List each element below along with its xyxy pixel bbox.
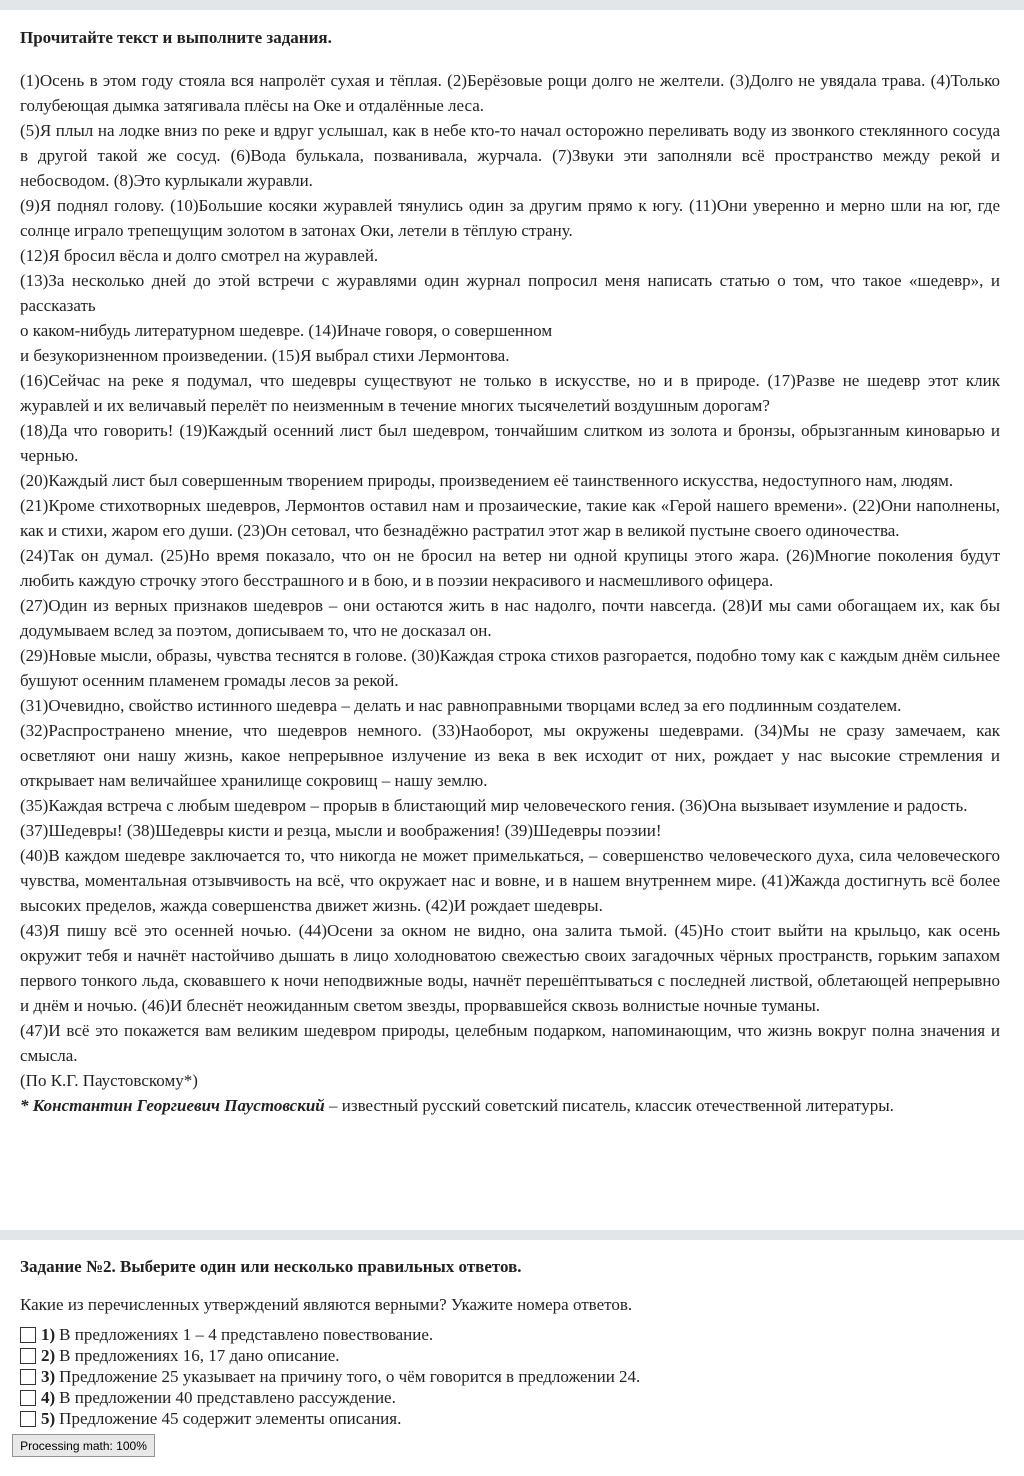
option-checkbox[interactable] bbox=[20, 1369, 36, 1385]
text-paragraph: (21)Кроме стихотворных шедевров, Лермонтов оставил нам и прозаические, такие как «Герой нашего времени». (22)Они наполнены, как и стихи, жаром его души. (23)Он сетовал, что безнадёжно растратил этот жар в великой пустыне своего одиночества. bbox=[20, 496, 1000, 540]
option-text: Предложение 25 указывает на причину того, о чём говорится в предложении 24. bbox=[59, 1367, 641, 1386]
text-paragraph: (29)Новые мысли, образы, чувства теснятся в голове. (30)Каждая строка стихов разгорается, подобно тому как с каждым днём сильнее бушуют осенним пламенем громады лесов за рекой. bbox=[20, 646, 1000, 690]
reading-text bbox=[20, 68, 1000, 1118]
text-paragraph: (12)Я бросил вёсла и долго смотрел на журавлей. bbox=[20, 246, 379, 265]
text-paragraph: (47)И всё это покажется вам великим шедевром природы, целебным подарком, напоминающим, что жизнь вокруг полна значения и смысла. bbox=[20, 1021, 1000, 1065]
section-title: Прочитайте текст и выполните задания. bbox=[20, 28, 332, 47]
option-number: 3) bbox=[41, 1367, 56, 1386]
top-divider bbox=[0, 0, 1024, 10]
option-checkbox[interactable] bbox=[20, 1327, 36, 1343]
answer-option[interactable] bbox=[20, 1345, 1000, 1366]
text-paragraph: (16)Сейчас на реке я подумал, что шедевры существуют не только в искусстве, но и в природе. (17)Разве не шедевр этот клик журавлей и их величавый перелёт по неизменным в течение многих тысячелетий воздушным дорогам? bbox=[20, 371, 1000, 415]
option-text: В предложениях 16, 17 дано описание. bbox=[59, 1346, 340, 1365]
text-paragraph: (20)Каждый лист был совершенным творением природы, произведением её таинственного искусства, недоступного нам, людям. bbox=[20, 471, 954, 490]
text-paragraph: (40)В каждом шедевре заключается то, что никогда не может примелькаться, – совершенство человеческого духа, сила человеческого чувства, моментальная отзывчивость на всё, что окружает нас и вовне, и в нашем внутреннем мире. (41)Жажда достигнуть всё более высоких пределов, жажда совершенства движет жизнь. (42)И рождает шедевры. bbox=[20, 846, 1000, 915]
text-paragraph: (18)Да что говорить! (19)Каждый осенний лист был шедевром, тончайшим слитком из золота и бронзы, обрызганным киноварью и чернью. bbox=[20, 421, 1000, 465]
footnote-author: * Константин Георгиевич Паустовский bbox=[20, 1096, 325, 1115]
text-paragraph: (27)Один из верных признаков шедевров – они остаются жить в нас надолго, почти навсегда. (28)И мы сами обогащаем их, как бы додумываем вслед за поэтом, дописываем то, что не досказал он. bbox=[20, 596, 1000, 640]
answer-option[interactable] bbox=[20, 1408, 1000, 1429]
option-number: 1) bbox=[41, 1325, 56, 1344]
text-paragraph: (По К.Г. Паустовскому*) bbox=[20, 1071, 198, 1090]
answer-option[interactable] bbox=[20, 1387, 1000, 1408]
option-text: В предложениях 1 – 4 представлено повествование. bbox=[59, 1325, 434, 1344]
text-paragraph: (1)Осень в этом году стояла вся напролёт сухая и тёплая. (2)Берёзовые рощи долго не желтели. (3)Долго не увядала трава. (4)Только голубеющая дымка затягивала плёсы на Оке и отдалённые леса. bbox=[20, 71, 1000, 115]
option-number: 5) bbox=[41, 1409, 56, 1428]
section-divider bbox=[0, 1230, 1024, 1240]
text-paragraph: о каком-нибудь литературном шедевре. (14)Иначе говоря, о совершенном bbox=[20, 321, 553, 340]
task-title: Задание №2. Выберите один или несколько правильных ответов. bbox=[20, 1257, 522, 1276]
answer-options bbox=[20, 1324, 1000, 1429]
option-checkbox[interactable] bbox=[20, 1411, 36, 1427]
text-paragraph: (35)Каждая встреча с любым шедевром – прорыв в блистающий мир человеческого гения. (36)Она вызывает изумление и радость. bbox=[20, 796, 968, 815]
task-2-section bbox=[20, 1256, 1000, 1429]
text-paragraph: (5)Я плыл на лодке вниз по реке и вдруг услышал, как в небе кто-то начал осторожно переливать воду из звонкого стеклянного сосуда в другой такой же сосуд. (6)Вода булькала, позванивала, журчала. (7)Звуки эти заполняли всё пространство между рекой и небосводом. (8)Это курлыкали журавли. bbox=[20, 121, 1000, 190]
option-number: 2) bbox=[41, 1346, 56, 1365]
option-text: В предложении 40 представлено рассуждение. bbox=[59, 1388, 396, 1407]
text-paragraph: и безукоризненном произведении. (15)Я выбрал стихи Лермонтова. bbox=[20, 346, 510, 365]
text-paragraph: (9)Я поднял голову. (10)Большие косяки журавлей тянулись один за другим прямо к югу. (11)Они уверенно и мерно шли на юг, где солнце играло трепещущим золотом в затонах Оки, летели в тёплую страну. bbox=[20, 196, 1000, 240]
option-number: 4) bbox=[41, 1388, 56, 1407]
answer-option[interactable] bbox=[20, 1324, 1000, 1345]
option-checkbox[interactable] bbox=[20, 1390, 36, 1406]
option-text: Предложение 45 содержит элементы описания. bbox=[59, 1409, 402, 1428]
text-paragraph: (37)Шедевры! (38)Шедевры кисти и резца, мысли и воображения! (39)Шедевры поэзии! bbox=[20, 821, 662, 840]
text-paragraph: (24)Так он думал. (25)Но время показало, что он не бросил на ветер ни одной крупицы этого жара. (26)Многие поколения будут любить каждую строчку этого бесстрашного и в бою, и в поэзии некрасивого и насмешливого офицера. bbox=[20, 546, 1000, 590]
answer-option[interactable] bbox=[20, 1366, 1000, 1387]
text-paragraph: (13)За несколько дней до этой встречи с журавлями один журнал попросил меня написать статью о том, что такое «шедевр», и рассказать bbox=[20, 271, 1000, 315]
footnote bbox=[20, 1093, 1000, 1118]
reading-section bbox=[20, 10, 1000, 1118]
option-checkbox[interactable] bbox=[20, 1348, 36, 1364]
text-paragraph: (32)Распространено мнение, что шедевров немного. (33)Наоборот, мы окружены шедеврами. (34)Мы не сразу замечаем, как осветляют они нашу жизнь, какое непрерывное излучение из века в век исходит от них, рождает у нас высокие стремления и открывает нам величайшее хранилище сокровищ – нашу землю. bbox=[20, 721, 1000, 790]
text-paragraph: (43)Я пишу всё это осенней ночью. (44)Осени за окном не видно, она залита тьмой. (45)Но стоит выйти на крыльцо, как осень окружит тебя и начнёт настойчиво дышать в лицо холодноватою свежестью своих загадочных чёрных пространств, горьким запахом первого тонкого льда, сковавшего к ночи неподвижные воды, начнёт перешёптываться с последней листвой, облетающей непрерывно и днём и ночью. (46)И блеснёт неожиданным светом звезды, прорвавшейся сквозь волнистые ночные туманы. bbox=[20, 921, 1000, 1015]
processing-math-status: Processing math: 100% bbox=[12, 1434, 155, 1457]
footnote-text: – известный русский советский писатель, классик отечественной литературы. bbox=[324, 1096, 894, 1115]
text-paragraph: (31)Очевидно, свойство истинного шедевра – делать и нас равноправными творцами вслед за его подлинным создателем. bbox=[20, 696, 902, 715]
task-question: Какие из перечисленных утверждений являются верными? Укажите номера ответов. bbox=[20, 1295, 633, 1314]
